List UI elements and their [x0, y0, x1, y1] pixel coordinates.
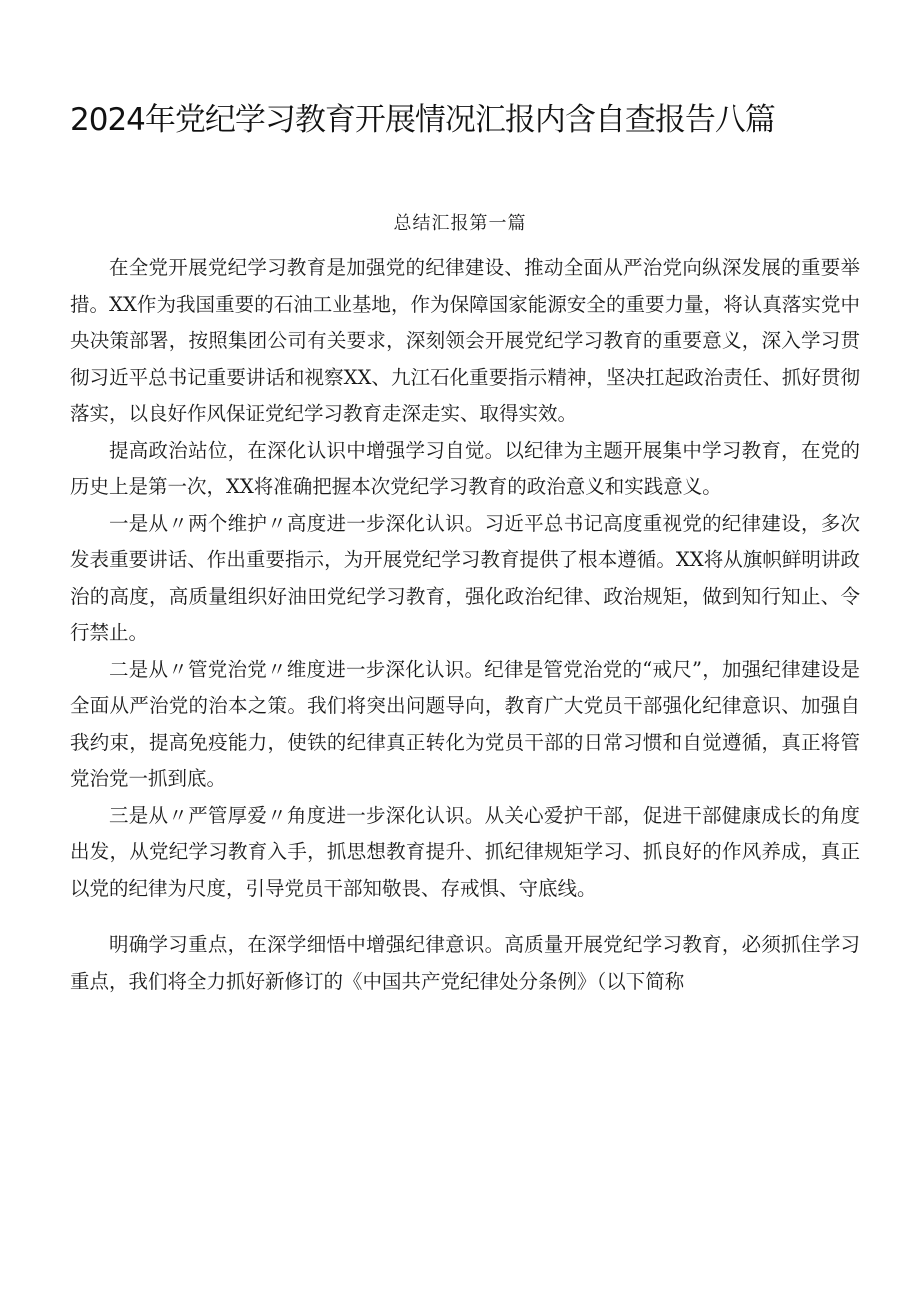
paragraph-point-two: 二是从〃管党治党〃维度进一步深化认识。纪律是管党治党的“戒尺”，加强纪律建设是全面从严治党的治本之策。我们将突出问题导向，教育广大党员干部强化纪律意识、加强自我约束，提高免疫能力，使铁的纪律真正转化为党员干部的日常习惯和自觉遵循，真正将管党治党一抓到底。: [70, 657, 860, 790]
paragraph-point-one: 一是从〃两个维护〃高度进一步深化认识。习近平总书记高度重视党的纪律建设，多次发表重要讲话、作出重要指示，为开展党纪学习教育提供了根本遵循。XX将从旗帜鲜明讲政治的高度，高质量组织好油田党纪学习教育，强化政治纪律、政治规矩，做到知行知止、令行禁止。: [70, 511, 860, 644]
paragraph-intro: 在全党开展党纪学习教育是加强党的纪律建设、推动全面从严治党向纵深发展的重要举措。XX作为我国重要的石油工业基地，作为保障国家能源安全的重要力量，将认真落实党中央决策部署，按照集团公司有关要求，深刻领会开展党纪学习教育的重要意义，深入学习贯彻习近平总书记重要讲话和视察XX、九江石化重要指示精神，坚决扛起政治责任、抓好贯彻落实，以良好作风保证党纪学习教育走深走实、取得实效。: [70, 256, 860, 425]
paragraph-point-three: 三是从〃严管厚爱〃角度进一步深化认识。从关心爱护干部，促进干部健康成长的角度出发，从党纪学习教育入手，抓思想教育提升、抓纪律规矩学习、抓良好的作风养成，真正以党的纪律为尺度，引导党员干部知敬畏、存戒惧、守底线。: [70, 803, 860, 900]
paragraph-political-stance: 提高政治站位，在深化认识中增强学习自觉。以纪律为主题开展集中学习教育，在党的历史上是第一次，XX将准确把握本次党纪学习教育的政治意义和实践意义。: [70, 438, 860, 498]
document-title: 2024年党纪学习教育开展情况汇报内含自查报告八篇: [70, 102, 775, 138]
paragraph-study-focus: 明确学习重点，在深学细悟中增强纪律意识。高质量开展党纪学习教育，必须抓住学习重点，我们将全力抓好新修订的《中国共产党纪律处分条例》（以下简称: [70, 933, 860, 993]
section-heading: 总结汇报第一篇: [393, 213, 527, 234]
document-body: [70, 250, 860, 1000]
